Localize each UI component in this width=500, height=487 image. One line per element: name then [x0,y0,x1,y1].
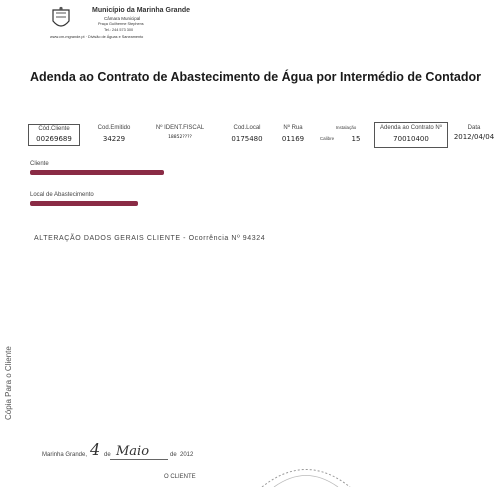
org-web: www.cm-mgrande.pt · Divisão de Águas e Saneamento [50,35,144,39]
signature-year: 2012 [180,452,194,458]
org-address: Praça Guilherme Stephens [98,22,144,26]
installation-value: 15 [351,135,361,143]
copy-for-client-label: Cópia Para o Cliente [4,346,13,420]
redacted-client-name [30,170,164,175]
location-code-label: Cod.Local [233,125,261,131]
addendum-value: 70010400 [393,135,429,143]
date-label: Data [467,125,481,131]
org-phone: Tel.: 244 573 300 [104,28,134,32]
stamp-mark [256,460,356,487]
issued-code-label: Cod.Emitido [97,125,131,131]
redacted-location [30,201,138,206]
municipal-seal-icon [50,6,72,32]
street-no-value: 01169 [281,135,305,143]
occurrence-note: ALTERAÇÃO DADOS GERAIS CLIENTE - Ocorrência Nº 94324 [34,235,266,242]
signature-day: 4 [90,440,101,459]
client-code-value: 00269689 [36,135,72,143]
org-subname: Câmara Municipal [104,16,141,21]
installation-label: Calibre [319,136,335,141]
signature-de-1: de [104,452,111,458]
location-label: Local de Abastecimento [30,192,94,198]
addendum-label: Adenda ao Contrato Nº [380,125,442,131]
org-name: Município da Marinha Grande [92,7,191,14]
signature-underline [110,459,168,460]
client-label: Cliente [30,161,49,167]
location-code-value: 0175480 [231,135,263,143]
date-value: 2012/04/04 [453,133,495,141]
document-title: Adenda ao Contrato de Abastecimento de Água por Intermédio de Contador [30,70,481,84]
signature-role: O CLIENTE [164,474,196,480]
street-no-label: Nº Rua [283,125,303,131]
client-code-label: Cód.Cliente [38,126,70,132]
signature-place: Marinha Grande, [42,452,88,458]
issued-code-value: 34229 [102,135,126,143]
signature-month: Maio [116,444,150,459]
tax-id-value: 18852???? [168,135,192,140]
installation-label: Instalação [335,125,357,130]
tax-id-label: Nº IDENT.FISCAL [155,125,205,131]
signature-de-2: de [170,452,177,458]
